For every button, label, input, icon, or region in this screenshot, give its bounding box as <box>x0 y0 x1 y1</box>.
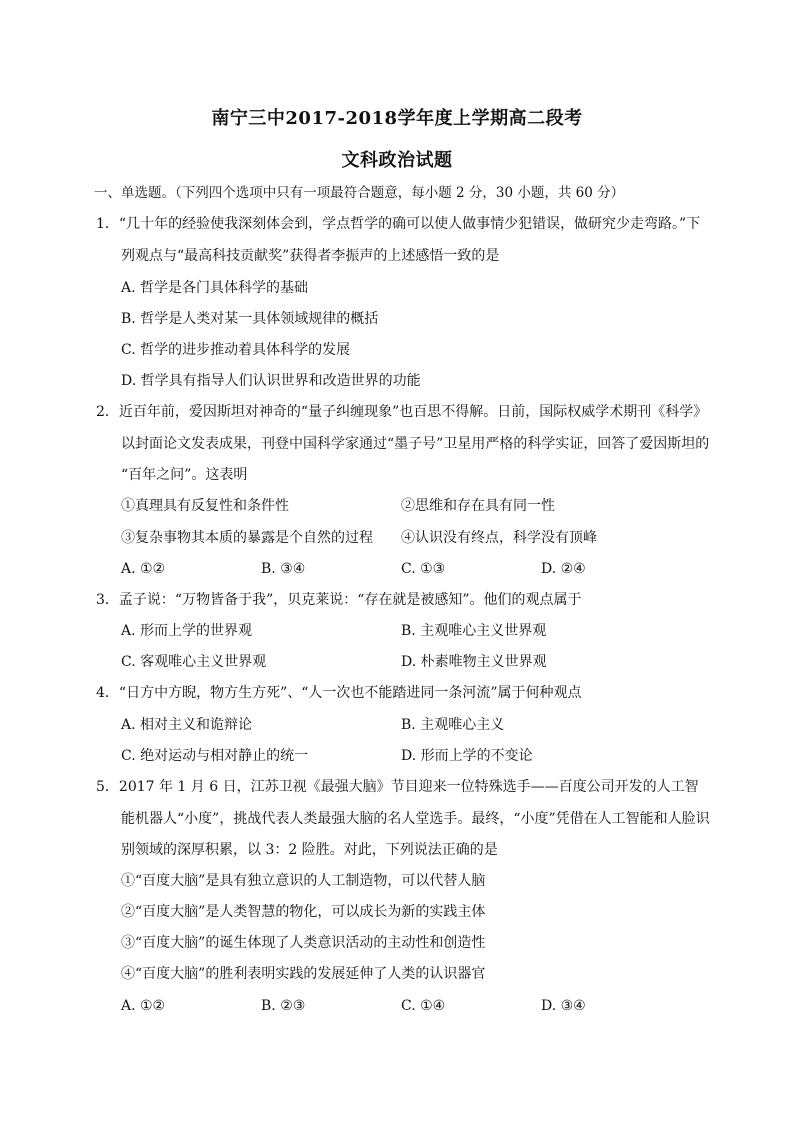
question-text-line: “百年之问”。这表明 <box>121 467 248 483</box>
option-d: D. 哲学具有指导人们认识世界和改造世界的功能 <box>121 373 421 389</box>
option-a: A. 相对主义和诡辩论 <box>121 717 253 733</box>
question-text-line: 5．2017 年 1 月 6 日，江苏卫视《最强大脑》节目迎来一位特殊选手——百度公司开发的人工智 <box>96 779 699 795</box>
option-d: D. ③④ <box>541 998 586 1014</box>
question-text-line: 2．近百年前，爱因斯坦对神奇的“量子纠缠现象”也百思不得解。日前，国际权威学术期刊《科学》 <box>96 404 708 420</box>
option-d: D. 朴素唯物主义世界观 <box>401 654 547 670</box>
question-text-line: 列观点与“最高科技贡献奖”获得者李振声的上述感悟一致的是 <box>121 248 500 264</box>
option-b: B. ②③ <box>261 998 306 1014</box>
statement-3: ③“百度大脑”的诞生体现了人类意识活动的主动性和创造性 <box>121 935 486 951</box>
option-c: C. ①④ <box>401 998 446 1014</box>
exam-title: 南宁三中2017-2018学年度上学期高二段考 <box>211 108 583 129</box>
option-b: B. 主观唯心主义 <box>401 717 505 733</box>
option-a: A. 形而上学的世界观 <box>121 623 253 639</box>
statement-1: ①真理具有反复性和条件性 <box>121 498 289 514</box>
statement-1: ①“百度大脑”是具有独立意识的人工制造物，可以代替人脑 <box>121 873 486 889</box>
option-a: A. 哲学是各门具体科学的基础 <box>121 280 309 296</box>
question-text-line: 别领域的深厚积累，以 3：2 险胜。对此，下列说法正确的是 <box>121 842 498 858</box>
question-text-line: 3．孟子说：“万物皆备于我”，贝克莱说：“存在就是被感知”。他们的观点属于 <box>96 592 582 608</box>
question-text-line: 1．“几十年的经验使我深刻体会到，学点哲学的确可以使人做事情少犯错误，做研究少走弯路。”下 <box>96 216 701 232</box>
statement-3: ③复杂事物其本质的暴露是个自然的过程 <box>121 530 373 546</box>
statement-2: ②“百度大脑”是人类智慧的物化，可以成长为新的实践主体 <box>121 904 486 920</box>
option-d: D. 形而上学的不变论 <box>401 748 533 764</box>
option-a: A. ①② <box>121 998 166 1014</box>
question-text-line: 4．“日方中方睨，物方生方死”、“人一次也不能踏进同一条河流”属于何种观点 <box>96 685 582 701</box>
option-d: D. ②④ <box>541 561 586 577</box>
section-heading: 一、单选题。（下列四个选项中只有一项最符合题意，每小题 2 分，30 小题，共 60 分） <box>94 185 625 201</box>
option-c: C. 哲学的进步推动着具体科学的发展 <box>121 342 351 358</box>
option-b: B. 哲学是人类对某一具体领域规律的概括 <box>121 311 379 327</box>
exam-subtitle: 文科政治试题 <box>341 150 453 171</box>
question-text-line: 能机器人“小度”，挑战代表人类最强大脑的名人堂选手。最终，“小度”凭借在人工智能和人脸识 <box>121 811 710 827</box>
option-c: C. 客观唯心主义世界观 <box>121 654 267 670</box>
statement-2: ②思维和存在具有同一性 <box>401 498 555 514</box>
option-c: C. 绝对运动与相对静止的统一 <box>121 748 309 764</box>
option-b: B. 主观唯心主义世界观 <box>401 623 547 639</box>
option-a: A. ①② <box>121 561 166 577</box>
statement-4: ④“百度大脑”的胜利表明实践的发展延伸了人类的认识器官 <box>121 966 486 982</box>
statement-4: ④认识没有终点，科学没有顶峰 <box>401 530 597 546</box>
question-text-line: 以封面论文发表成果，刊登中国科学家通过“墨子号”卫星用严格的科学实证，回答了爱因斯坦的 <box>121 436 710 452</box>
option-b: B. ③④ <box>261 561 306 577</box>
option-c: C. ①③ <box>401 561 446 577</box>
